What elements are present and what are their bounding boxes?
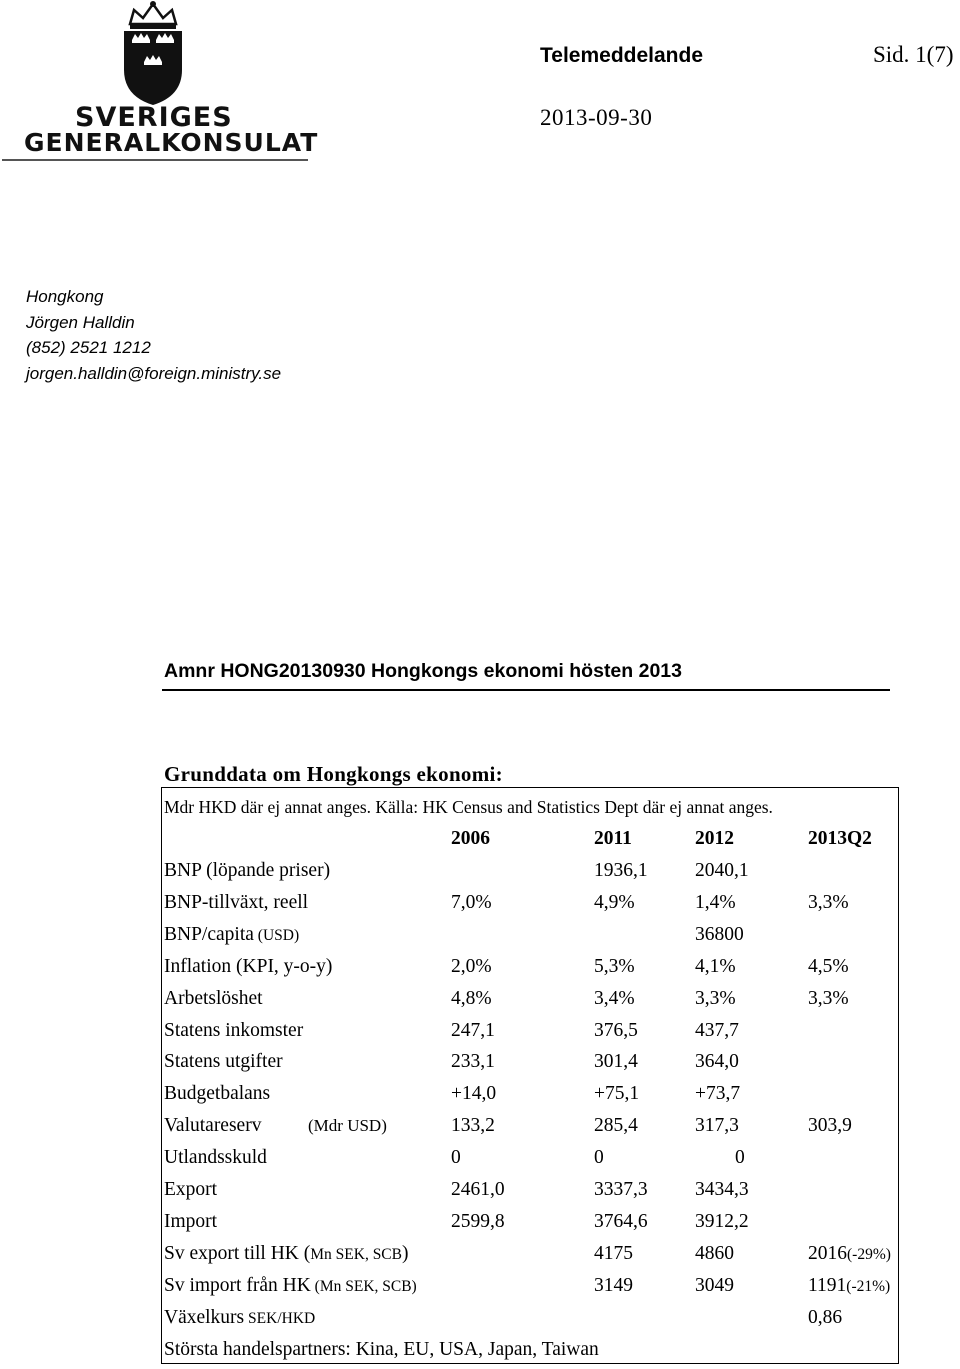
row-label (164, 1143, 267, 1173)
table-row (0, 1079, 960, 1109)
row-label-text: Arbetslöshet (164, 987, 263, 1009)
row-label (164, 856, 330, 886)
table-cell: 4860 (695, 1242, 734, 1264)
table-cell: 4,8% (451, 987, 492, 1009)
row-label-text: BNP/capita (164, 923, 254, 945)
row-label-text: Sv import från HK (164, 1274, 311, 1296)
table-cell: 3149 (594, 1274, 633, 1296)
document-date: 2013-09-30 (540, 105, 653, 130)
contact-block (26, 284, 281, 387)
table-cell: 364,0 (695, 1051, 739, 1073)
table-cell: 3764,6 (594, 1210, 648, 1232)
row-unit: Mn SEK, SCB (310, 1245, 402, 1263)
table-cell: 247,1 (451, 1019, 495, 1041)
table-cell: 133,2 (451, 1115, 495, 1137)
table-cell: 2599,8 (451, 1210, 505, 1232)
row-label (164, 920, 299, 951)
table-cell: 0 (735, 1147, 745, 1169)
table-cell: 0,86 (808, 1306, 843, 1328)
row-unit: (Mdr USD) (308, 1116, 387, 1136)
row-unit: SEK/HKD (244, 1309, 316, 1327)
row-label-text: Import (164, 1210, 218, 1232)
row-label-text: Budgetbalans (164, 1083, 271, 1105)
table-cell: 7,0% (451, 891, 492, 913)
row-label-text: Sv export till HK ( (164, 1242, 311, 1264)
table-note: Mdr HKD där ej annat anges. Källa: HK Census and Statistics Dept där ej annat anges. (164, 797, 773, 817)
cell-change: (-29%) (847, 1245, 891, 1263)
table-cell: 3,3% (808, 987, 849, 1009)
table-row (0, 1047, 960, 1077)
table-cell: 5,3% (594, 955, 635, 977)
table-cell: +14,0 (451, 1083, 497, 1105)
table-cell: 3337,3 (594, 1179, 648, 1200)
table-cell: 2,0% (451, 955, 492, 977)
table-cell: 1936,1 (594, 860, 648, 881)
row-label-text: BNP-tillväxt, reell (164, 891, 309, 913)
row-label (164, 984, 263, 1014)
row-unit: (USD) (253, 926, 300, 944)
subject-underline (162, 689, 890, 691)
column-header: 2012 (695, 828, 734, 849)
table-cell (808, 1239, 891, 1270)
logo-divider (2, 159, 308, 161)
document-type: Telemeddelande (540, 44, 703, 67)
subject-line: Amnr HONG20130930 Hongkongs ekonomi hösten 2013 (164, 660, 682, 682)
contact-place: Hongkong (26, 287, 104, 306)
table-cell: +73,7 (695, 1083, 741, 1105)
cell-value: 1191 (808, 1274, 847, 1296)
three-crowns-shield-icon (110, 0, 196, 106)
logo (0, 0, 319, 165)
logo-line1: SVERIGES (75, 102, 233, 133)
row-label-text: Statens utgifter (164, 1051, 283, 1073)
row-label-text: Inflation (KPI, y-o-y) (164, 955, 333, 977)
section-title: Grunddata om Hongkongs ekonomi: (164, 762, 503, 786)
table-row (0, 984, 960, 1014)
table-cell: 4,1% (695, 955, 736, 977)
table-cell: 0 (451, 1147, 461, 1169)
row-label (164, 1271, 417, 1302)
table-cell (808, 1271, 890, 1302)
table-row (0, 1303, 960, 1333)
table-row (0, 952, 960, 982)
row-label (164, 1016, 303, 1046)
row-label (164, 1239, 409, 1270)
row-unit: (Mn SEK, SCB) (310, 1277, 417, 1295)
row-label-text: Valutareserv (164, 1115, 262, 1137)
table-cell: 285,4 (594, 1115, 638, 1137)
row-label-text: Utlandsskuld (164, 1147, 267, 1169)
row-label-text: Export (164, 1179, 218, 1200)
row-label-end: ) (402, 1242, 409, 1264)
table-row (0, 1271, 960, 1301)
row-label (164, 1207, 217, 1237)
table-cell: 3912,2 (695, 1210, 749, 1232)
table-cell: 4,9% (594, 891, 635, 913)
table-row (0, 1239, 960, 1269)
table-row (0, 856, 960, 886)
table-row (0, 1016, 960, 1046)
table-row (0, 1207, 960, 1237)
table-cell: 2461,0 (451, 1179, 505, 1200)
table-row (0, 1175, 960, 1205)
table-cell: +75,1 (594, 1083, 640, 1105)
table-cell: 0 (594, 1147, 604, 1169)
row-label-text: Största handelspartners: Kina, EU, USA, Japan, Taiwan (164, 1338, 599, 1360)
row-label (164, 1111, 261, 1141)
row-label (164, 1079, 270, 1109)
table-cell: 3434,3 (695, 1179, 749, 1200)
table-row (0, 1143, 960, 1173)
table-cell: 4175 (594, 1242, 633, 1264)
table-row (0, 888, 960, 918)
table-cell: 3049 (695, 1274, 734, 1296)
row-label (164, 1047, 283, 1077)
column-header: 2006 (451, 828, 490, 849)
row-label-text: Statens inkomster (164, 1019, 304, 1041)
column-header: 2013Q2 (808, 828, 872, 849)
table-cell: 36800 (695, 923, 744, 945)
logo-line2: GENERALKONSULAT (24, 128, 319, 157)
table-cell: 3,3% (695, 987, 736, 1009)
table-cell: 2040,1 (695, 860, 749, 881)
page-number: Sid. 1(7) (873, 42, 954, 67)
table-header-row (0, 824, 960, 854)
row-label (164, 1335, 599, 1365)
row-label (164, 1175, 217, 1205)
cell-change: (-21%) (846, 1277, 891, 1295)
table-cell: 233,1 (451, 1051, 495, 1073)
cell-value: 2016 (808, 1242, 847, 1264)
table-cell: 301,4 (594, 1051, 638, 1073)
table-cell: 317,3 (695, 1115, 739, 1137)
row-label (164, 952, 332, 982)
column-header: 2011 (594, 828, 632, 849)
table-cell: 3,3% (808, 891, 849, 913)
row-label-text: BNP (löpande priser) (164, 860, 331, 881)
table-cell: 1,4% (695, 891, 736, 913)
table-row (0, 920, 960, 950)
contact-phone: (852) 2521 1212 (26, 338, 151, 358)
table-cell: 376,5 (594, 1019, 638, 1041)
table-row (0, 1111, 960, 1141)
row-label (164, 1303, 315, 1334)
table-cell: 437,7 (695, 1019, 739, 1041)
row-label-text: Växelkurs (164, 1306, 245, 1328)
contact-name: Jörgen Halldin (26, 312, 135, 332)
contact-email: jorgen.halldin@foreign.ministry.se (26, 364, 282, 384)
row-label (164, 888, 308, 918)
table-row (0, 1335, 960, 1365)
table-cell: 303,9 (808, 1115, 852, 1137)
table-cell: 4,5% (808, 955, 849, 977)
table-cell: 3,4% (594, 987, 635, 1009)
